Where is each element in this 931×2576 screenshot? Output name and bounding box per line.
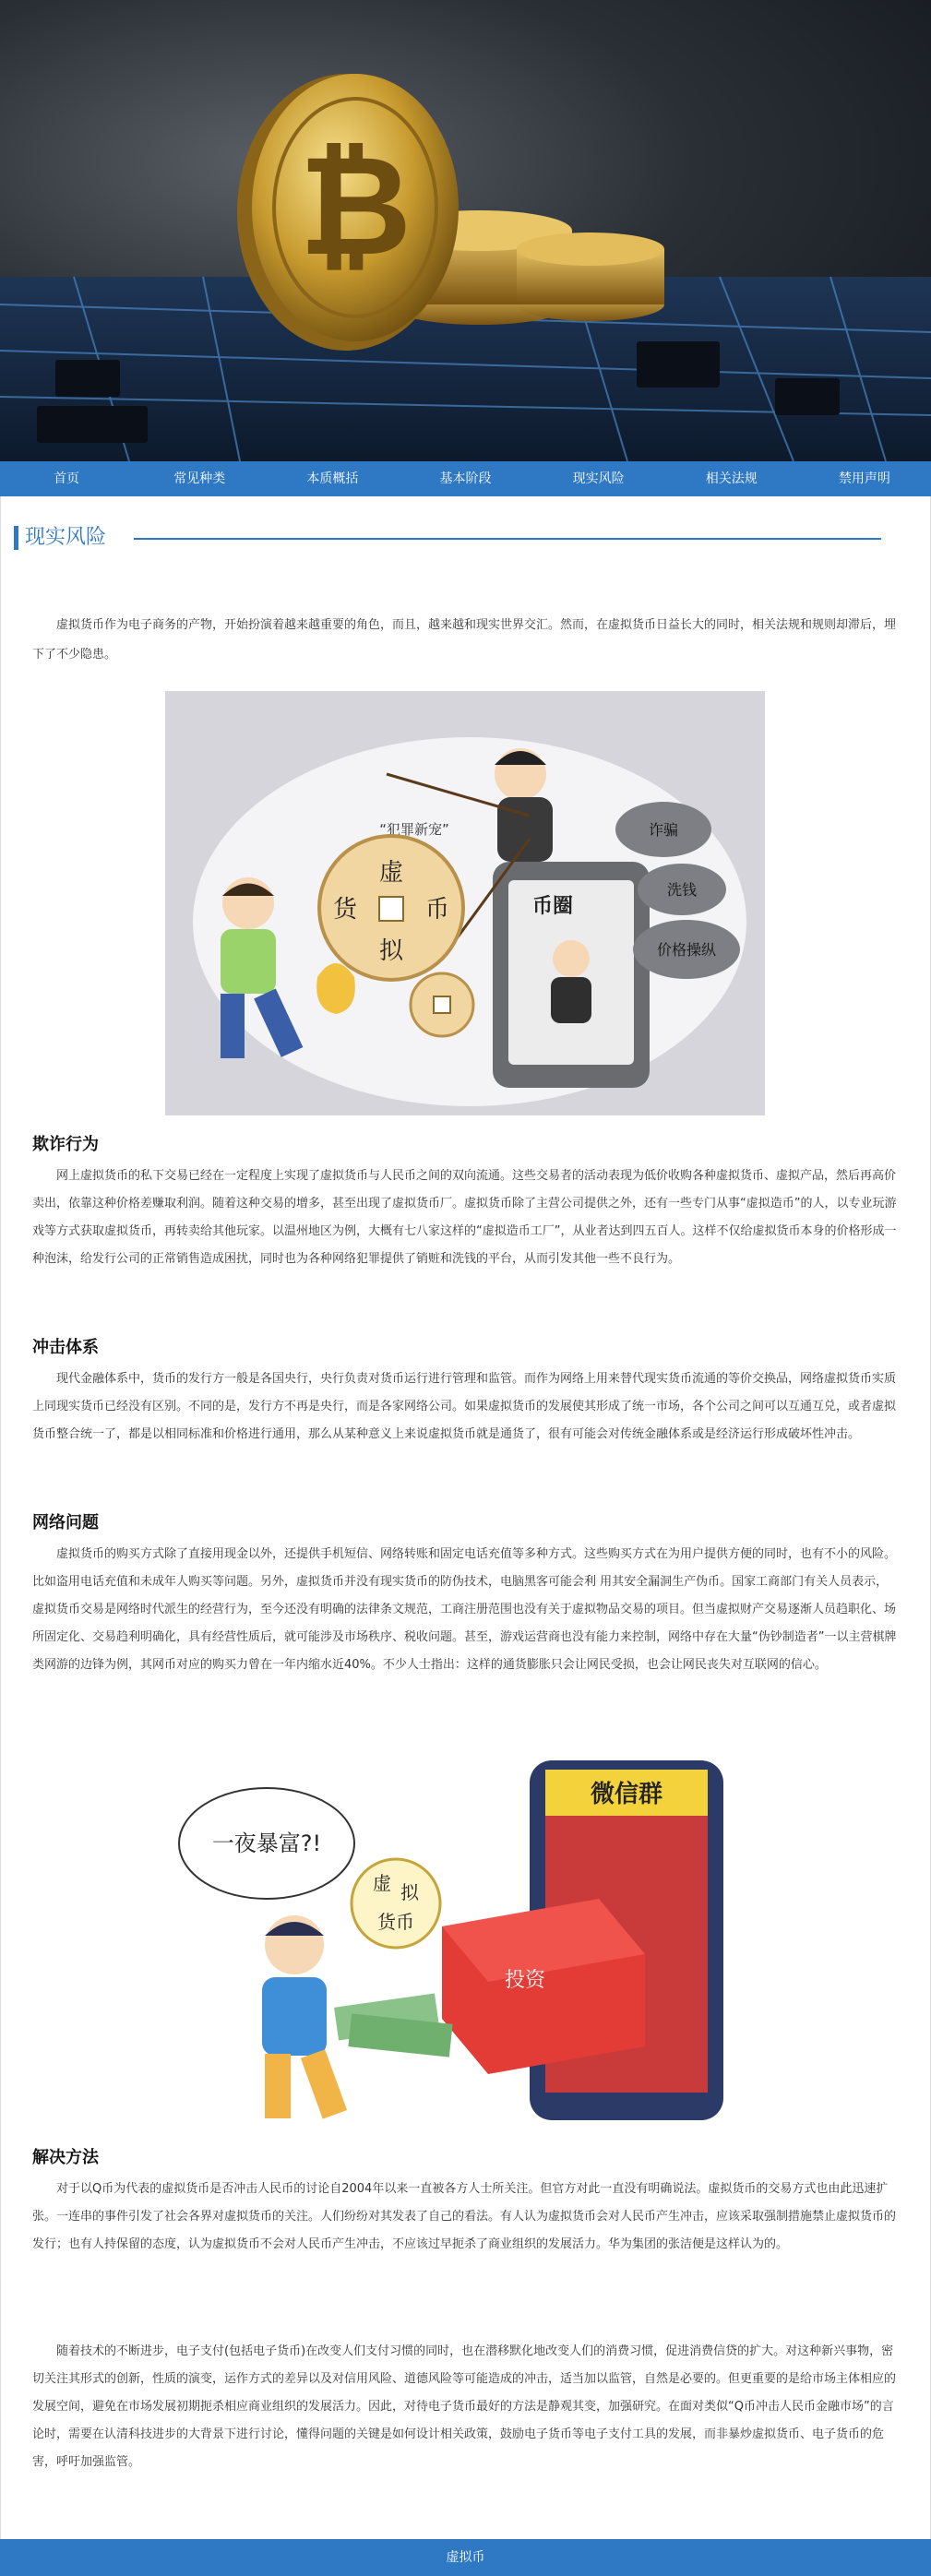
coin-char-2: 虚 <box>378 859 404 887</box>
footer-text: 虚拟币 <box>446 2550 485 2565</box>
nav-item-regulations[interactable]: 相关法规 <box>705 471 758 486</box>
main-navigation <box>0 461 931 496</box>
heading-solution: 解决方法 <box>32 2148 99 2167</box>
bubble-get-rich: 一夜暴富?! <box>211 1831 322 1856</box>
cartoon-virtual-currency-crime <box>165 691 765 1115</box>
cloud-label-fraud: 诈骗 <box>648 821 679 839</box>
phone-label-coin-circle: 币圈 <box>531 895 574 918</box>
bitcoin-illustration <box>0 0 931 461</box>
section-accent-bar <box>14 526 18 550</box>
tag-char-2: 拟 <box>400 1881 419 1903</box>
coin-char-1: 货 <box>332 896 358 924</box>
heading-fraud: 欺诈行为 <box>32 1135 99 1154</box>
tag-char-3: 货币 <box>377 1911 414 1933</box>
nav-item-disclaimer[interactable]: 禁用声明 <box>838 471 890 486</box>
phone-label-wechat-group: 微信群 <box>590 1781 663 1808</box>
nav-item-basic-stages[interactable]: 基本阶段 <box>439 471 492 486</box>
sign-crime-darling: “犯罪新宠” <box>379 821 449 838</box>
section-header <box>14 522 881 554</box>
heading-network: 网络问题 <box>32 1513 99 1532</box>
section-divider-line <box>134 538 881 540</box>
nav-item-home[interactable]: 首页 <box>54 471 80 486</box>
hero-banner-image <box>0 0 931 461</box>
cartoon-get-rich-overnight <box>165 1751 746 2139</box>
heading-impact: 冲击体系 <box>32 1338 99 1357</box>
cloud-label-laundering: 洗钱 <box>666 881 698 899</box>
content-area <box>0 496 931 2539</box>
solution-paragraph-2: 随着技术的不断进步，电子支付(包括电子货币)在改变人们支付习惯的同时，也在潜移默化地改变人们的消费习惯，促进消费信贷的扩大。对这种新兴事物，密切关注其形式的创新，性质的演变，运作方式的差异以及对信用风险、道德风险等可能造成的冲击，适当加以监管，自然是必要的。但更重要的是给市场主体相应的发展空间，避免在市场发展初期扼杀相应商业组织的发展活力。因此，对待电子货币最好的方法是静观其变，加强研究。在面对类似“Q币冲击人民币金融市场”的言论时，需要在认清科技进步的大背景下进行讨论，懂得问题的关键是如何设计相关政策，鼓励电子货币等电子支付工具的发展，而非暴炒虚拟货币、电子货币的危害，呼吁加强监管。 <box>32 2344 897 2469</box>
solution-paragraph-1: 对于以Q币为代表的虚拟货币是否冲击人民币的讨论自2004年以来一直被各方人士所关注。但官方对此一直没有明确说法。虚拟货币的交易方式也由此迅速扩张。一连串的事件引发了社会各界对虚拟货币的关注。人们纷纷对其发表了自己的看法。有人认为虚拟货币会对人民币产生冲击，应该采取强制措施禁止虚拟货币的发行；也有人持保留的态度，认为虚拟货币不会对人民币产生冲击，不应该过早扼杀了商业组织的发展活力。华为集团的张洁便是这样认为的。 <box>32 2182 897 2251</box>
footer-bar <box>0 2539 931 2576</box>
intro-paragraph: 虚拟货币作为电子商务的产物，开始扮演着越来越重要的角色，而且，越来越和现实世界交汇。然而，在虚拟货币日益长大的同时，相关法规和规则却滞后，埋下了不少隐患。 <box>32 618 897 662</box>
section-title: 现实风险 <box>25 526 107 549</box>
impact-paragraph: 现代金融体系中，货币的发行方一般是各国央行，央行负责对货币运行进行管理和监管。而作为网络上用来替代现实货币流通的等价交换品，网络虚拟货币实质上同现实货币已经没有区别。不同的是，发行方不再是央行，而是各家网络公司。如果虚拟货币的发展使其形成了统一市场，各个公司之间可以互通互兑，或者虚拟货币整合统一了，都是以相同标准和价格进行通用，那么从某种意义上来说虚拟货币就是通货了，很有可能会对传统金融体系或是经济运行形成破坏性冲击。 <box>32 1372 897 1441</box>
nav-item-essence[interactable]: 本质概括 <box>306 471 359 486</box>
cloud-label-price-manipulation: 价格操纵 <box>656 941 717 959</box>
box-label-invest: 投资 <box>504 1969 546 1992</box>
nav-item-common-types[interactable]: 常见种类 <box>173 471 226 486</box>
fraud-paragraph: 网上虚拟货币的私下交易已经在一定程度上实现了虚拟货币与人民币之间的双向流通。这些交易者的活动表现为低价收购各种虚拟货币、虚拟产品，然后再高价卖出，依靠这种价格差赚取利润。随着这种交易的增多，甚至出现了虚拟货币厂。虚拟货币除了主营公司提供之外，还有一些专门从事“虚拟造币”的人，以专业玩游戏等方式获取虚拟货币，再转卖给其他玩家。以温州地区为例，大概有七八家这样的“虚拟造币工厂”，从业者达到四五百人。这样不仅给虚拟货币本身的价格形成一种泡沫，给发行公司的正常销售造成困扰，同时也为各种网络犯罪提供了销赃和洗钱的平台，从而引发其他一些不良行为。 <box>32 1169 897 1266</box>
tag-char-1: 虚 <box>373 1872 391 1894</box>
svg-text:₿: ₿ <box>298 126 412 287</box>
coin-char-4: 币 <box>424 896 450 924</box>
coin-char-3: 拟 <box>378 937 404 965</box>
network-paragraph: 虚拟货币的购买方式除了直接用现金以外，还提供手机短信、网络转账和固定电话充值等多种方式。这些购买方式在为用户提供方便的同时，也有不小的风险。比如盗用电话充值和未成年人购买等问题。另外，虚拟货币并没有现实货币的防伪技术，电脑黑客可能会利 用其安全漏洞生产伪币。国家工商部门有关人员表示，虚拟货币交易是网络时代派生的经营行为，至今还没有明确的法律条文规范，工商注册范围也没有关于虚拟物品交易的项目。但当虚拟财产交易逐渐人员趋职化、场所固定化、交易趋利明确化，具有经营性质后，就可能涉及市场秩序、税收问题。甚至，游戏运营商也没有能力来控制，网络中存在大量“伪钞制造者”一以主营棋牌类网游的边锋为例，其网币对应的购买力曾在一年内缩水近40%。不少人士指出：这样的通货膨胀只会让网民受损，也会让网民丧失对互联网的信心。 <box>32 1547 897 1672</box>
nav-item-real-risks[interactable]: 现实风险 <box>572 471 625 486</box>
